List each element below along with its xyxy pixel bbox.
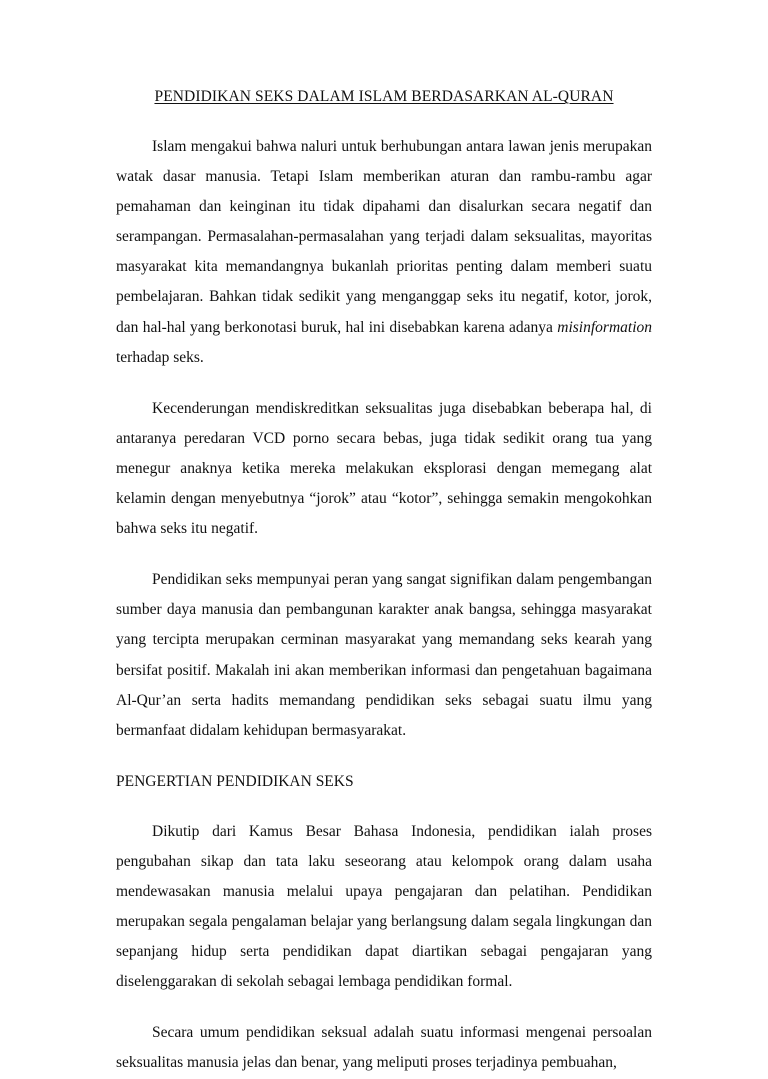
paragraph-1-emphasis: misinformation [557, 318, 652, 336]
paragraph-1-text-end: terhadap seks. [116, 348, 204, 366]
section-heading: PENGERTIAN PENDIDIKAN SEKS [116, 772, 354, 790]
paragraph-3: Pendidikan seks mempunyai peran yang sangat signifikan dalam pengembangan sumber daya manusia dan pembangunan karakter anak bangsa, sehingga masyarakat yang tercipta merupakan cerminan masyarakat yang memandang seks kearah yang bersifat positif. Makalah ini akan memberikan informasi dan pengetahuan bagaimana Al-Qur’an serta hadits memandang pendidikan seks sebagai suatu ilmu yang bermanfaat didalam kehidupan bermasyarakat. [116, 571, 652, 739]
paragraph-4: Dikutip dari Kamus Besar Bahasa Indonesia, pendidikan ialah proses pengubahan sikap dan tata laku seseorang atau kelompok orang dalam usaha mendewasakan manusia melalui upaya pengajaran dan pelatihan. Pendidikan merupakan segala pengalaman belajar yang berlangsung dalam segala lingkungan dan sepanjang hidup serta pendidikan dapat diartikan sebagai pengajaran yang diselenggarakan di sekolah sebagai lembaga pendidikan formal. [116, 822, 652, 991]
paragraph-2: Kecenderungan mendiskreditkan seksualitas juga disebabkan beberapa hal, di antaranya peredaran VCD porno secara bebas, juga tidak sedikit orang tua yang menegur anaknya ketika mereka melakukan eksplorasi dengan memegang alat kelamin dengan menyebutnya “jorok” atau “kotor”, sehingga semakin mengokohkan bahwa seks itu negatif. [116, 399, 652, 538]
document-title: PENDIDIKAN SEKS DALAM ISLAM BERDASARKAN AL-QURAN [154, 88, 614, 105]
paragraph-1-text: Islam mengakui bahwa naluri untuk berhubungan antara lawan jenis merupakan watak dasar manusia. Tetapi Islam memberikan aturan dan rambu-rambu agar pemahaman dan keinginan itu tidak dipahami dan disalurkan secara negatif dan serampangan. Permasalahan-permasalahan yang terjadi dalam seksualitas, mayoritas masyarakat kita memandangnya bukanlah prioritas penting dalam memberi suatu pembelajaran. Bahkan tidak sedikit yang menganggap seks itu negatif, kotor, jorok, dan hal-hal yang berkonotasi buruk, hal ini disebabkan karena adanya [116, 138, 652, 336]
paragraph-5: Secara umum pendidikan seksual adalah suatu informasi mengenai persoalan seksualitas manusia jelas dan benar, yang meliputi proses terjadinya pembuahan, [116, 1024, 652, 1072]
paragraph-1 [116, 132, 652, 373]
